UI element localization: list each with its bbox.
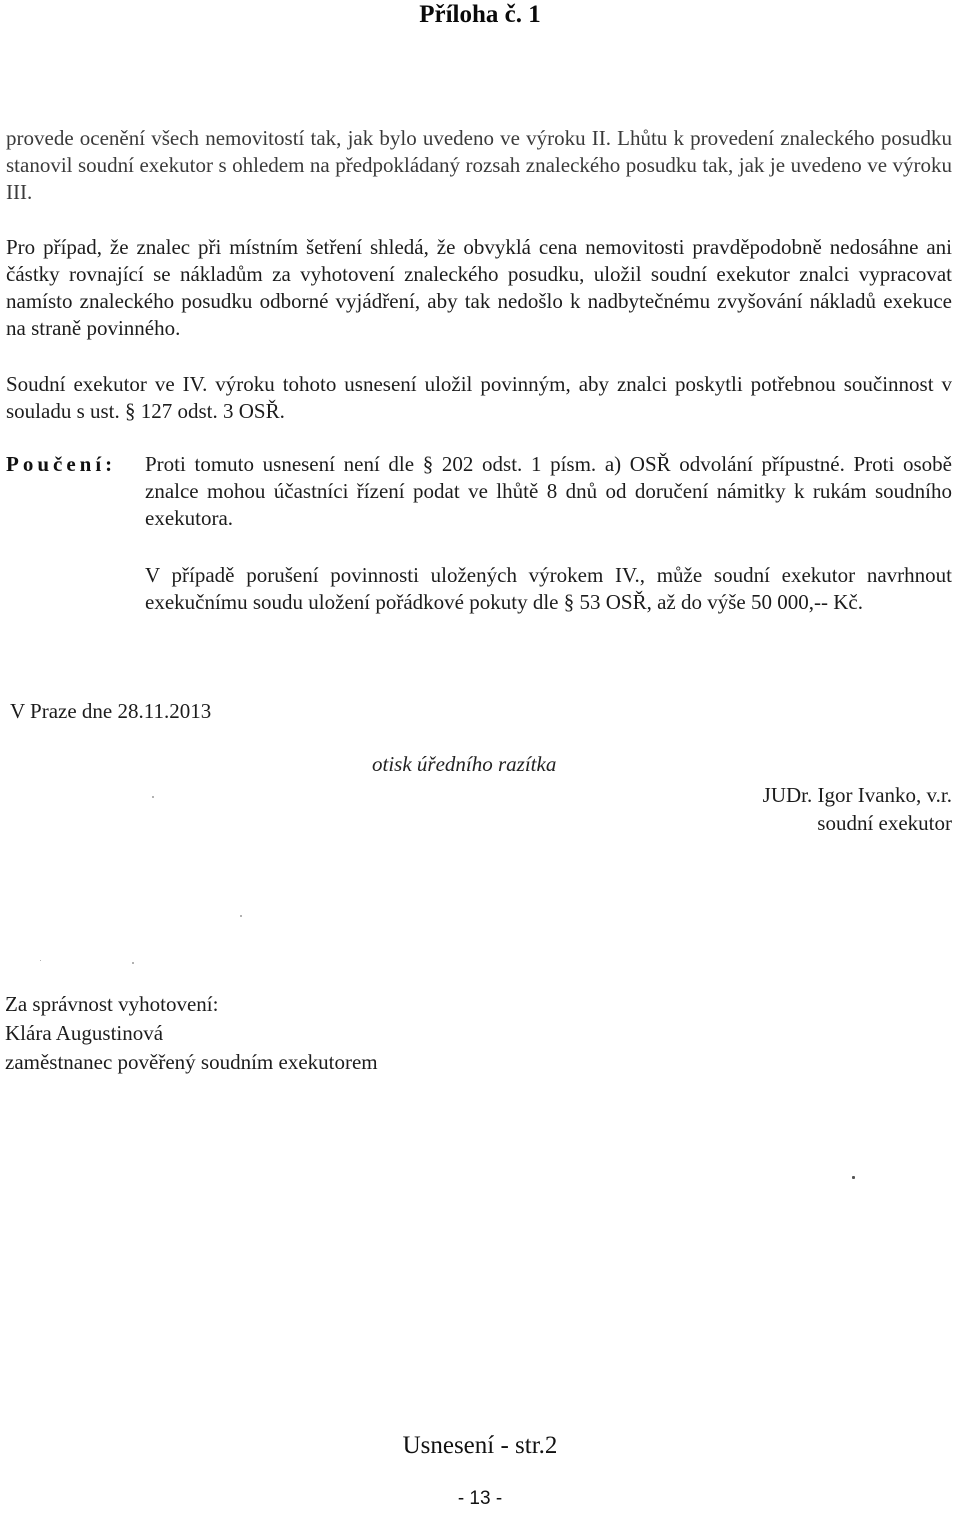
pouceni-label: Poučení: (6, 452, 117, 476)
scan-speck (132, 962, 134, 964)
footer-document-label: Usnesení - str.2 (402, 1432, 558, 1459)
certification-name: Klára Augustinová (5, 1021, 164, 1045)
certification-block (5, 990, 378, 1077)
paragraph-3: Soudní exekutor ve IV. výroku tohoto usnesení uložil povinným, aby znalci poskytli potřebnou součinnost v souladu s ust. § 127 odst. 3 OSŘ. (6, 372, 952, 423)
footer-page-number: - 13 - (457, 1488, 503, 1509)
paragraph-2: Pro případ, že znalec při místním šetření shledá, že obvyklá cena nemovitosti pravděpodobně nedosáhne ani částky rovnající se nákladům za vyhotovení znaleckého posudku, uložil soudní exekutor znalci vypracovat namísto znaleckého posudku odborné vyjádření, aby tak nedošlo k nadbytečnému zvyšování nákladů exekuce na straně povinného. (6, 235, 952, 340)
signature-block (763, 781, 952, 837)
scan-speck (852, 1176, 855, 1179)
signature-role: soudní exekutor (817, 811, 952, 835)
place-date: V Praze dne 28.11.2013 (10, 699, 212, 723)
stamp-placeholder: otisk úředního razítka (372, 752, 557, 776)
paragraph-1: provede ocenění všech nemovitostí tak, jak bylo uvedeno ve výroku II. Lhůtu k provedení znaleckého posudku stanovil soudní exekutor s ohledem na předpokládaný rozsah znaleckého posudku tak, jak je uvedeno ve výroku III. (6, 126, 952, 204)
page-title: Příloha č. 1 (419, 1, 541, 28)
signature-name: JUDr. Igor Ivanko, v.r. (762, 783, 952, 807)
scan-speck (152, 796, 154, 798)
pouceni-text-2: V případě porušení povinnosti uložených výrokem IV., může soudní exekutor navrhnout exekučnímu soudu uložení pořádkové pokuty dle § 53 OSŘ, až do výše 50 000,-- Kč. (145, 563, 952, 614)
certification-role: zaměstnanec pověřený soudním exekutorem (5, 1050, 378, 1074)
scan-speck (40, 960, 41, 961)
certification-heading: Za správnost vyhotovení: (5, 992, 219, 1016)
scan-speck (240, 915, 242, 917)
pouceni-text-1: Proti tomuto usnesení není dle § 202 odst. 1 písm. a) OSŘ odvolání přípustné. Proti osobě znalce mohou účastníci řízení podat ve lhůtě 8 dnů od doručení námitky k rukám soudního exekutora. (145, 452, 952, 530)
